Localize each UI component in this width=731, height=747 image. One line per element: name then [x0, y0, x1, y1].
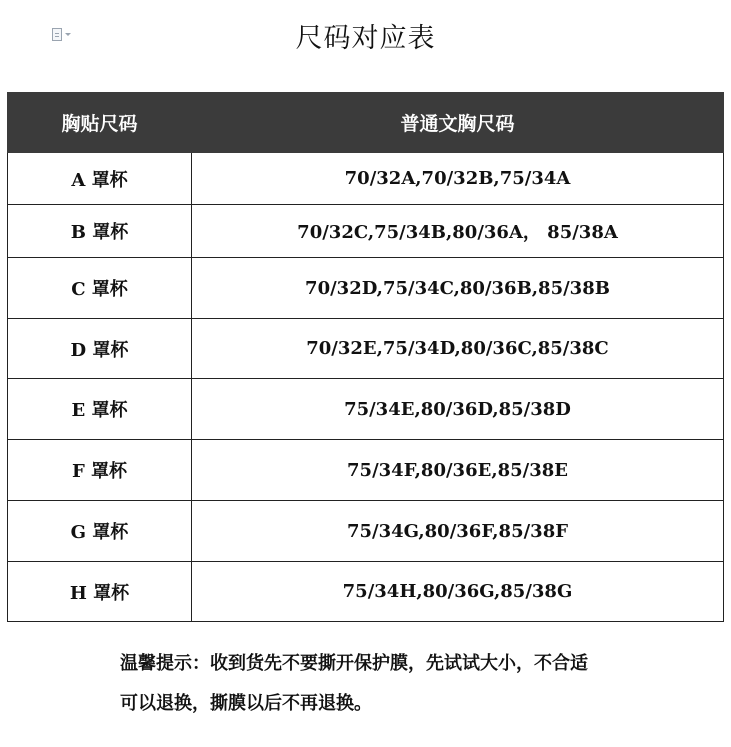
bra-size-cell: 70/32A,70/32B,75/34A	[192, 153, 724, 205]
column-header-patch-size: 胸贴尺码	[8, 93, 192, 153]
notice-line-2: 可以退换，撕膜以后不再退换。	[120, 693, 372, 714]
cup-size-cell: H 罩杯	[8, 562, 192, 622]
bra-size-cell: 75/34E,80/36D,85/38D	[192, 379, 724, 440]
cup-size-cell: B 罩杯	[8, 205, 192, 258]
notice-line-1: 温馨提示：收到货先不要撕开保护膜，先试试大小，不合适	[120, 653, 588, 674]
cup-size-cell: E 罩杯	[8, 379, 192, 440]
table-row	[8, 153, 724, 205]
page-title: 尺码对应表	[295, 23, 436, 54]
bra-size-cell: 75/34F,80/36E,85/38E	[192, 440, 724, 501]
size-chart-table	[7, 92, 724, 622]
table-row	[8, 205, 724, 258]
table-row	[8, 440, 724, 501]
bra-size-cell: 70/32D,75/34C,80/36B,85/38B	[192, 258, 724, 319]
cup-size-cell: A 罩杯	[8, 153, 192, 205]
table-row	[8, 319, 724, 379]
cup-size-cell: C 罩杯	[8, 258, 192, 319]
cup-size-cell: D 罩杯	[8, 319, 192, 379]
bra-size-cell: 70/32C,75/34B,80/36A， 85/38A	[192, 205, 724, 258]
table-row	[8, 379, 724, 440]
bra-size-cell: 70/32E,75/34D,80/36C,85/38C	[192, 319, 724, 379]
bra-size-cell: 75/34H,80/36G,85/38G	[192, 562, 724, 622]
table-header-row	[8, 93, 724, 153]
column-header-bra-size: 普通文胸尺码	[192, 93, 724, 153]
notice-text	[120, 644, 700, 724]
table-row	[8, 562, 724, 622]
cup-size-cell: G 罩杯	[8, 501, 192, 562]
table-row	[8, 501, 724, 562]
table-row	[8, 258, 724, 319]
bra-size-cell: 75/34G,80/36F,85/38F	[192, 501, 724, 562]
cup-size-cell: F 罩杯	[8, 440, 192, 501]
